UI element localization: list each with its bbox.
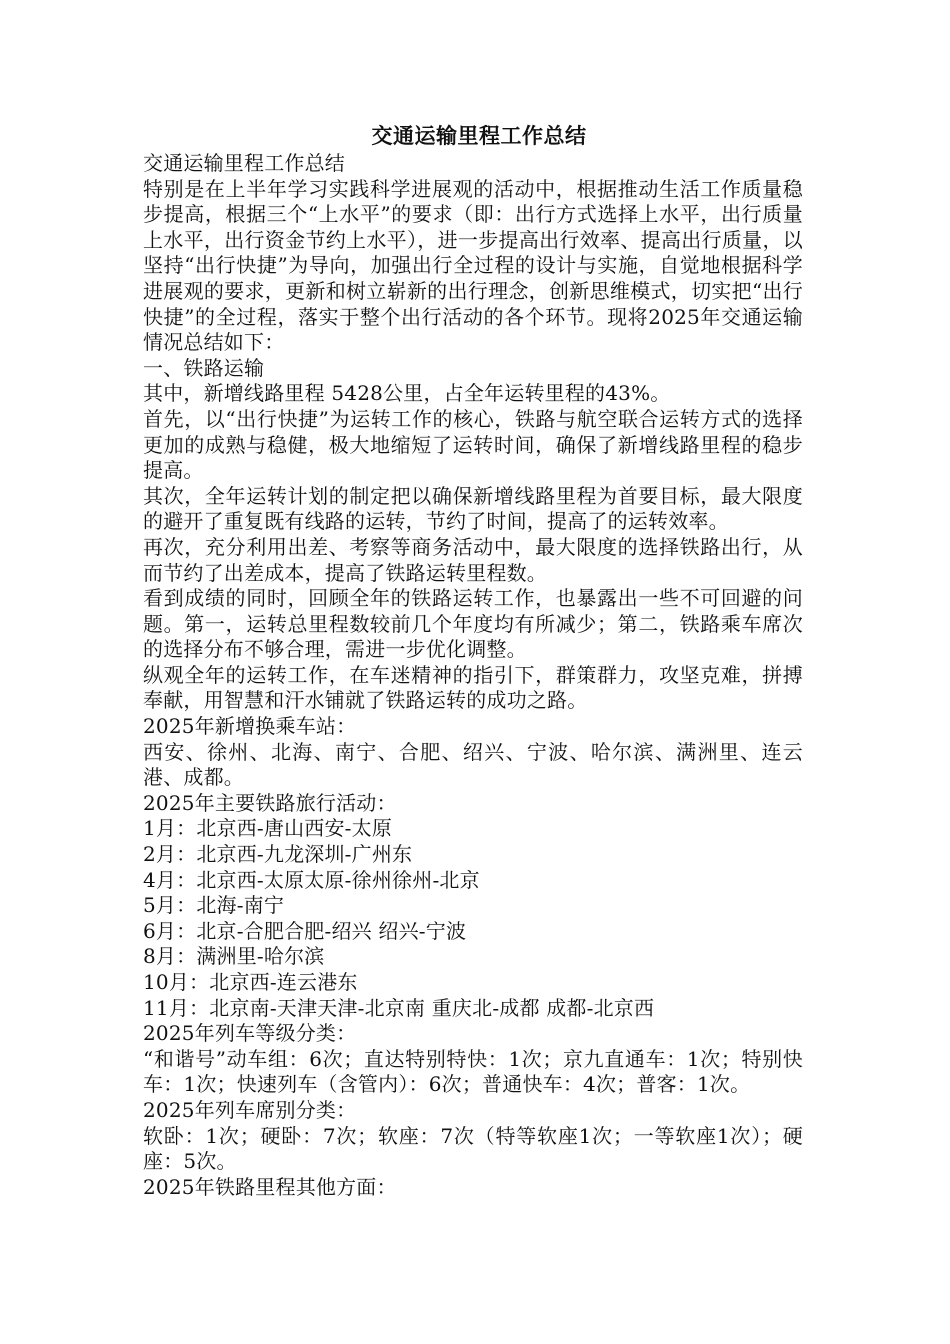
list-heading: 2025年铁路里程其他方面： [143, 1174, 397, 1199]
list-item: 10月：北京西-连云港东 [143, 970, 358, 994]
section-heading-railway: 一、铁路运输 [143, 355, 265, 380]
list-heading: 2025年列车等级分类： [143, 1021, 357, 1046]
body-paragraph: 看到成绩的同时，回顾全年的铁路运转工作，也暴露出一些不可回避的问题。第一，运转总里程数较前几个年度均有所减少；第二，铁路乘车席次的选择分布不够合理，需进一步优化调整。 [143, 586, 803, 662]
list-item: 1月：北京西-唐山西安-太原 [143, 816, 393, 841]
body-paragraph: 纵观全年的运转工作，在车迷精神的指引下，群策群力，攻坚克难，拼搏奉献，用智慧和汗水铺就了铁路运转的成功之路。 [143, 662, 803, 713]
body-paragraph: “和谐号”动车组：6次；直达特别特快：1次；京九直通车：1次；特别快车：1次；快速列车（含管内）：6次；普通快车：4次；普客：1次。 [143, 1046, 803, 1097]
body-paragraph: 再次，充分利用出差、考察等商务活动中，最大限度的选择铁路出行，从而节约了出差成本，提高了铁路运转里程数。 [143, 534, 803, 585]
list-heading: 2025年新增换乘车站： [143, 714, 357, 739]
list-item: 6月：北京-合肥合肥-绍兴 绍兴-宁波 [143, 918, 467, 943]
body-paragraph: 西安、徐州、北海、南宁、合肥、绍兴、宁波、哈尔滨、满洲里、连云港、成都。 [143, 739, 803, 790]
list-item: 5月：北海-南宁 [143, 893, 285, 918]
list-item: 2月：北京西-九龙深圳-广州东 [143, 842, 413, 867]
list-item: 4月：北京西-太原太原-徐州徐州-北京 [143, 867, 480, 892]
document-title: 交通运输里程工作总结 [371, 123, 587, 148]
body-paragraph: 交通运输里程工作总结 [143, 151, 345, 175]
list-item: 11月：北京南-天津天津-北京南 重庆北-成都 成都-北京西 [143, 995, 655, 1020]
list-heading: 2025年列车席别分类： [143, 1097, 357, 1122]
body-paragraph: 其次，全年运转计划的制定把以确保新增线路里程为首要目标，最大限度的避开了重复既有线路的运转，节约了时间，提高了的运转效率。 [143, 483, 803, 534]
body-paragraph: 其中，新增线路里程 5428公里，占全年运转里程的43%。 [143, 381, 671, 406]
list-item: 8月：满洲里-哈尔滨 [143, 944, 325, 969]
intro-paragraph: 特别是在上半年学习实践科学进展观的活动中，根据推动生活工作质量稳步提高，根据三个“上水平”的要求（即：出行方式选择上水平，出行质量上水平，出行资金节约上水平），进一步提高出行效率、提高出行质量，以坚持“出行快捷”为导向，加强出行全过程的设计与实施，自觉地根据科学进展观的要求，更新和树立崭新的出行理念，创新思维模式，切实把“出行快捷”的全过程，落实于整个出行活动的各个环节。现将2025年交通运输情况总结如下： [143, 176, 803, 355]
body-paragraph: 软卧：1次；硬卧：7次；软座：7次（特等软座1次；一等软座1次）；硬座：5次。 [143, 1123, 803, 1174]
body-paragraph: 首先，以“出行快捷”为运转工作的核心，铁路与航空联合运转方式的选择更加的成熟与稳健，极大地缩短了运转时间，确保了新增线路里程的稳步提高。 [143, 406, 803, 483]
document-page [143, 121, 803, 1200]
list-heading: 2025年主要铁路旅行活动： [143, 790, 397, 815]
